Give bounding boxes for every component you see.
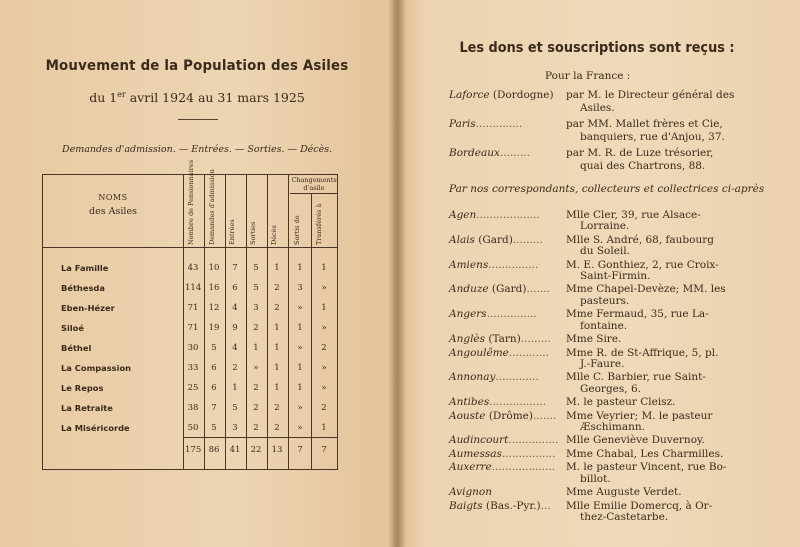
region-name: (Drôme) (485, 409, 533, 422)
table-cell: 2 (253, 323, 259, 333)
city-name: Avignon (449, 486, 493, 499)
table-cell: 10 (208, 263, 220, 273)
entry-contact-line: Lorraine. (580, 220, 630, 233)
city-name: Paris (449, 118, 476, 130)
entry-contact-line: banquiers, rue d'Anjou, 37. (580, 131, 725, 143)
entry-location (449, 259, 538, 272)
entry-contact-line: Mlle Geneviève Duvernoy. (566, 434, 705, 447)
correspondants-heading: Par nos correspondants, collecteurs et collectrices ci-après (449, 183, 765, 195)
entry-contact-line: J.-Faure. (580, 357, 625, 370)
header-col-sortis-de: Sortis de (293, 215, 301, 245)
table-cell: » (297, 343, 303, 353)
city-name: Anduze (449, 283, 489, 296)
entry-contact-line: pasteurs. (580, 294, 630, 307)
entry-location (449, 308, 537, 321)
city-name: Antibes (449, 396, 490, 409)
entry-location (449, 500, 551, 513)
dot-leader: ......... (512, 233, 543, 246)
table-cell: 25 (187, 383, 199, 393)
table-cell: » (321, 363, 327, 373)
entry-contact-line: par M. le Directeur général des (566, 89, 735, 101)
table-cell: 1 (297, 263, 303, 273)
table-cell: 9 (232, 323, 238, 333)
table-cell: 5 (211, 423, 217, 433)
city-name: Angoulême (449, 346, 509, 359)
header-col-pensionnaires: Nombre de Pensionnaires (187, 159, 195, 245)
table-cell: 43 (187, 263, 199, 273)
totals-row (43, 441, 337, 461)
asile-name: Béthel (61, 343, 92, 353)
asile-name: Le Repos (61, 383, 104, 393)
total-cell: 175 (185, 445, 202, 455)
table-row (43, 299, 337, 319)
total-cell: 22 (250, 445, 262, 455)
asile-name: Eben-Hézer (61, 303, 115, 313)
header-col-deces: Décès (270, 225, 278, 245)
entry-contact-line: Saint-Firmin. (580, 269, 651, 282)
entry-location (449, 347, 549, 360)
table-cell: 19 (208, 323, 220, 333)
city-name: Aumessas (449, 447, 502, 460)
table-cell: 2 (253, 423, 259, 433)
city-name: Laforce (449, 89, 490, 101)
total-cell: 41 (229, 445, 241, 455)
table-cell: 71 (187, 323, 199, 333)
entry-contact-line: M. le pasteur Vincent, rue Bo- (566, 461, 727, 474)
city-name: Baigts (449, 499, 483, 512)
table-cell: 7 (211, 403, 217, 413)
table-row (43, 339, 337, 359)
entry-location (449, 434, 558, 447)
table-cell: 2 (232, 363, 238, 373)
city-name: Aouste (449, 409, 486, 422)
table-cell: 50 (187, 423, 199, 433)
asile-name: La Famille (61, 263, 109, 273)
city-name: Auxerre (449, 461, 492, 474)
population-table (42, 159, 338, 470)
entry-location (449, 410, 556, 423)
table-cell: » (321, 323, 327, 333)
entry-location (449, 234, 543, 247)
table-cell: 6 (211, 383, 217, 393)
table-cell: 5 (253, 283, 259, 293)
entry-location (449, 333, 551, 346)
dot-leader: ............... (486, 308, 537, 321)
header-changements: Changements d'asile (291, 176, 337, 192)
dot-leader: ............. (495, 371, 539, 384)
table-cell: 5 (253, 263, 259, 273)
dot-leader: ......... (520, 333, 551, 345)
entry-location (449, 89, 554, 102)
table-cell: 4 (232, 343, 238, 353)
table-row (43, 399, 337, 419)
dot-leader: ................. (489, 396, 546, 409)
entry-contact-line: Mme Chabal, Les Charmilles. (566, 447, 724, 460)
table-cell: 4 (232, 303, 238, 313)
table-cell: » (253, 363, 259, 373)
table-cell: » (297, 423, 303, 433)
table-cell: 71 (187, 303, 199, 313)
table-cell: 12 (208, 303, 220, 313)
table-cell: 1 (274, 363, 280, 373)
table-cell: 1 (253, 343, 259, 353)
table-cell: 3 (253, 303, 259, 313)
table-cell: 5 (211, 343, 217, 353)
totals-rule (183, 437, 337, 438)
total-cell: 7 (297, 445, 303, 455)
table-cell: 2 (274, 303, 280, 313)
table-cell: 2 (274, 423, 280, 433)
table-cell: 1 (232, 383, 238, 393)
table-cell: 1 (274, 383, 280, 393)
entry-contact-line: Georges, 6. (580, 382, 641, 395)
city-name: Amiens (449, 258, 489, 271)
asile-name: La Miséricorde (61, 423, 130, 433)
entry-contact-line: quai des Chartrons, 88. (580, 160, 706, 172)
city-name: Annonay (449, 371, 496, 384)
dot-leader: ............... (508, 434, 559, 447)
entry-location (449, 209, 540, 222)
header-noms: NOMS des Asiles (89, 193, 137, 217)
table-row (43, 259, 337, 279)
entry-contact-line: par M. R. de Luze trésorier, (566, 147, 714, 159)
region-name: (Gard) (488, 283, 527, 296)
asile-name: La Compassion (61, 363, 132, 373)
table-cell: 2 (321, 343, 327, 353)
total-cell: 86 (208, 445, 220, 455)
table-cell: 5 (232, 403, 238, 413)
entry-location (449, 283, 550, 296)
asile-name: Béthesda (61, 283, 105, 293)
dot-leader: ............ (508, 346, 549, 359)
entry-contact-line: Mme Auguste Verdet. (566, 486, 682, 499)
dot-leader: ................... (476, 209, 540, 221)
dot-leader: ... (540, 499, 551, 512)
table-legend: Demandes d'admission. — Entrées. — Sorties. — Décès. (62, 144, 333, 155)
entry-contact-line: Mme R. de St-Affrique, 5, pl. (566, 346, 719, 359)
city-name: Anglès (449, 333, 486, 345)
table-cell: » (297, 303, 303, 313)
table-row (43, 379, 337, 399)
table-cell: 3 (232, 423, 238, 433)
entry-contact-line: Mlle Emilie Domercq, à Or- (566, 499, 713, 512)
title-rule (178, 119, 218, 120)
total-cell: 13 (271, 445, 283, 455)
table-cell: 1 (297, 363, 303, 373)
table-cell: 1 (321, 303, 327, 313)
total-cell: 7 (321, 445, 327, 455)
header-col-entrees: Entrées (228, 219, 236, 245)
entry-contact-line: du Soleil. (580, 245, 630, 258)
page-title: Mouvement de la Population des Asiles (45, 58, 349, 74)
book-gutter (388, 0, 406, 547)
entry-contact-line: Asiles. (580, 102, 615, 114)
header-col-transferes-a: Transférés à (315, 203, 323, 245)
entry-contact-line: Mme Chapel-Devèze; MM. les (566, 283, 726, 296)
entry-location (449, 371, 539, 384)
table-cell: 2 (253, 383, 259, 393)
dot-leader: ....... (532, 409, 557, 422)
header-col-demandes: Demandes d'admission (208, 169, 216, 245)
entry-contact-line: billot. (580, 472, 611, 485)
table-cell: 2 (274, 283, 280, 293)
dot-leader: ......... (499, 147, 530, 159)
table-cell: 33 (187, 363, 199, 373)
table-row (43, 359, 337, 379)
table-cell: 6 (211, 363, 217, 373)
france-heading: Pour la France : (545, 70, 631, 82)
city-name: Alais (449, 233, 475, 246)
donations-title: Les dons et souscriptions sont reçus : (459, 40, 735, 56)
table-row (43, 279, 337, 299)
entry-contact-line: Mlle C. Barbier, rue Saint- (566, 371, 706, 384)
entry-location (449, 147, 530, 160)
dot-leader: ................... (491, 461, 556, 474)
dot-leader: ....... (526, 283, 550, 296)
entry-contact-line: Mlle Cler, 39, rue Alsace- (566, 209, 701, 221)
table-cell: 1 (297, 323, 303, 333)
table-row (43, 319, 337, 339)
city-name: Bordeaux (449, 147, 500, 159)
table-cell: 1 (321, 423, 327, 433)
entry-contact-line: Mlle S. André, 68, faubourg (566, 233, 714, 246)
table-cell: 3 (297, 283, 303, 293)
table-cell: 1 (274, 263, 280, 273)
entry-contact-line: Mme Fermaud, 35, rue La- (566, 308, 709, 321)
city-name: Audincourt (449, 434, 509, 447)
table-cell: 7 (232, 263, 238, 273)
table-cell: 114 (185, 283, 202, 293)
entry-contact-line: Mme Veyrier; M. le pasteur (566, 409, 713, 422)
table-cell: » (321, 283, 327, 293)
header-sub-divider (290, 193, 337, 194)
table-header (43, 159, 337, 248)
entry-location (449, 448, 555, 461)
table-row (43, 419, 337, 439)
table-cell: 1 (274, 343, 280, 353)
city-name: Angers (449, 308, 487, 321)
table-cell: 38 (187, 403, 199, 413)
city-name: Agen (449, 209, 477, 221)
dot-leader: ............... (488, 258, 539, 271)
entry-contact-line: par MM. Mallet frères et Cie, (566, 118, 723, 130)
header-col-sorties: Sorties (249, 221, 257, 245)
table-cell: 1 (274, 323, 280, 333)
entry-contact-line: M. le pasteur Cleisz. (566, 396, 676, 409)
entry-contact-line: Æschimann. (580, 420, 645, 433)
region-name: (Gard) (474, 233, 513, 246)
entry-location (449, 461, 555, 474)
entry-location (449, 396, 546, 409)
page-subtitle: du 1er avril 1924 au 31 mars 1925 (89, 90, 305, 106)
region-name: (Dordogne) (489, 89, 554, 101)
entry-contact-line: thez-Castetarbe. (580, 511, 669, 523)
table-cell: 2 (274, 403, 280, 413)
table-cell: 2 (321, 403, 327, 413)
dot-leader: ................ (501, 447, 556, 460)
entry-location (449, 486, 492, 499)
asile-name: Siloé (61, 323, 84, 333)
dot-leader: .............. (475, 118, 523, 130)
table-cell: 1 (321, 263, 327, 273)
table-cell: 30 (187, 343, 199, 353)
table-cell: 2 (253, 403, 259, 413)
asile-name: La Retraite (61, 403, 113, 413)
region-name: (Bas.-Pyr.) (482, 499, 541, 512)
entry-contact-line: fontaine. (580, 319, 628, 332)
entry-contact-line: Mme Sire. (566, 333, 622, 345)
region-name: (Tarn) (485, 333, 521, 345)
table-cell: » (321, 383, 327, 393)
table-cell: 1 (297, 383, 303, 393)
table-cell: » (297, 403, 303, 413)
entry-contact-line: M. E. Gonthiez, 2, rue Croix- (566, 258, 719, 271)
table-cell: 16 (208, 283, 220, 293)
entry-location (449, 118, 522, 131)
table-cell: 6 (232, 283, 238, 293)
